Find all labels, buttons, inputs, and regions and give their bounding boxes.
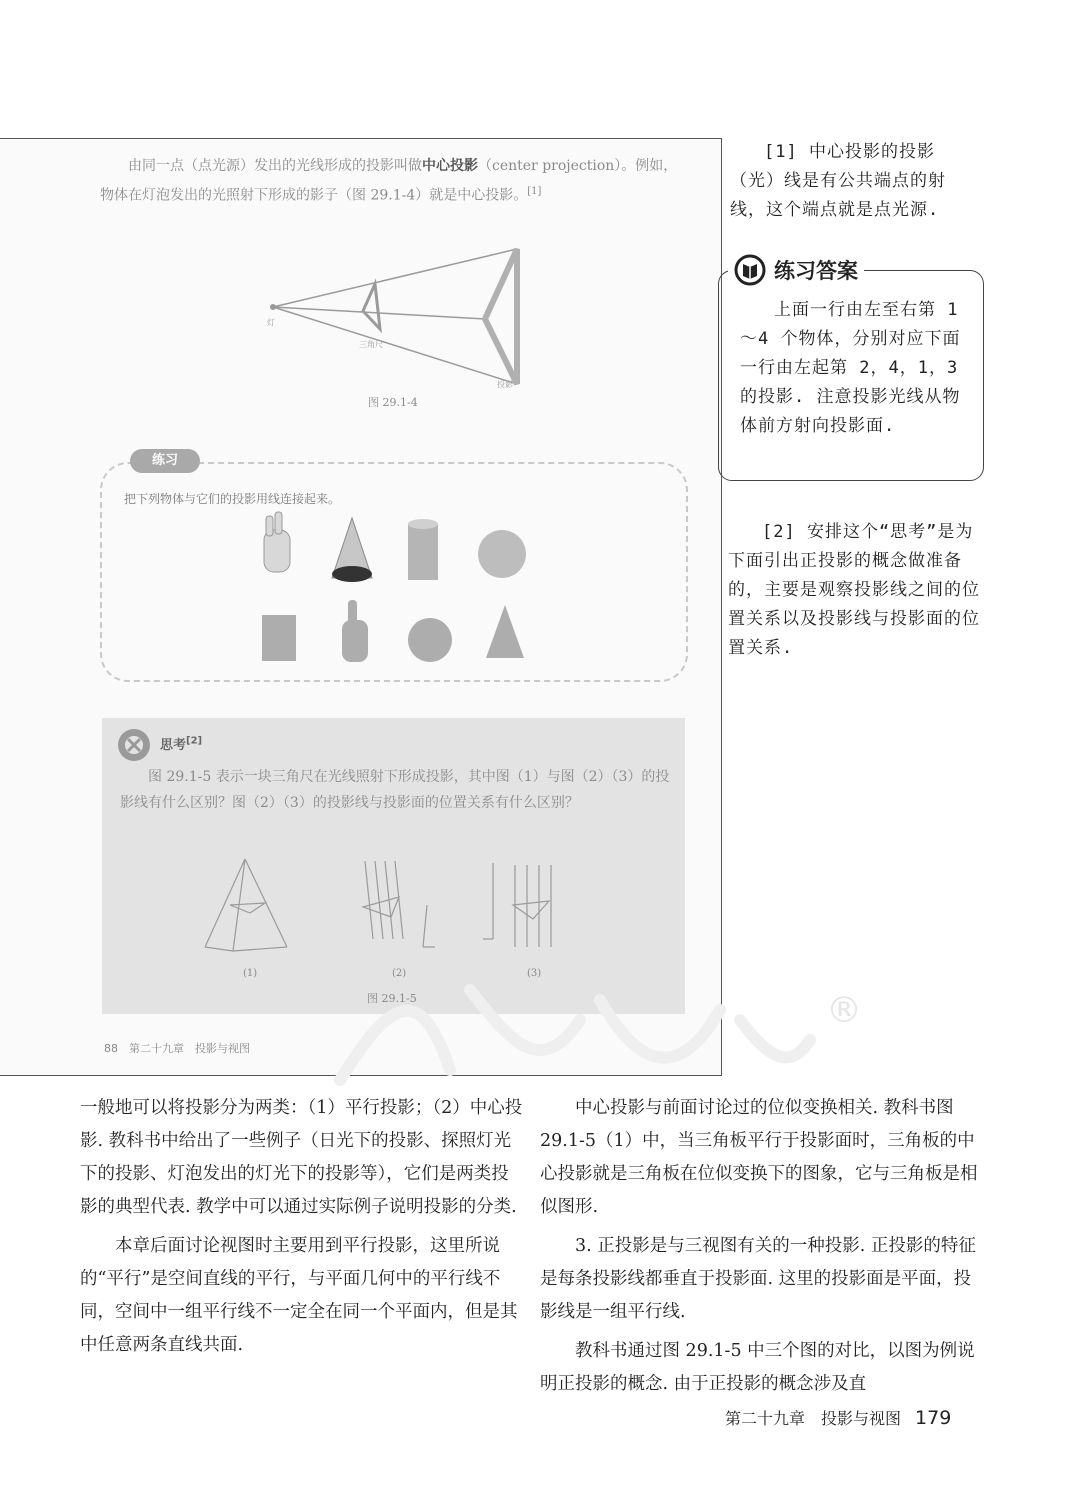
intro-paragraph	[100, 153, 690, 209]
think-title-text: 思考	[160, 738, 187, 753]
page-footer	[725, 1406, 951, 1429]
page-number: 179	[915, 1407, 952, 1429]
cylinder-object	[408, 519, 438, 580]
triangle-shadow	[486, 605, 524, 658]
body-column-right	[540, 1092, 980, 1407]
publisher-watermark	[300, 960, 820, 1100]
exercise-objects	[250, 510, 540, 670]
fig2-caption: 图 29.1-5	[367, 992, 417, 1005]
answer-title: 练习答案	[774, 259, 858, 283]
registered-mark: ®	[826, 990, 862, 1031]
point-light-source	[270, 304, 276, 310]
think-text: 图 29.1-5 表示一块三角尺在光线照射下形成投影，其中图（1）与图（2）（3）的投影线有什么区别？图（2）（3）的投影线与投影面的位置关系有什么区别？	[120, 769, 670, 811]
sphere-object	[478, 530, 526, 578]
body-right-paragraph-2: 3. 正投影是与三视图有关的一种投影. 正投影的特征是每条投影线都垂直于投影面. 这里的投影面是平面，投影线是一组平行线.	[540, 1236, 976, 1322]
think-sub-label-1: (1)	[243, 968, 258, 979]
body-left-paragraph-1: 一般地可以将投影分为两类：（1）平行投影；（2）中心投影. 教科书中给出了一些例子（日光下的投影、探照灯光下的投影、灯泡发出的灯光下的投影等），它们是两类投影的典型代表. 教学中可以通过实际例子说明投影的分类.	[80, 1098, 523, 1217]
exercise-instruction: 把下列物体与它们的投影用线连接起来。	[124, 492, 341, 506]
think-note-ref: [2]	[186, 735, 203, 747]
margin-note-2: [2] 安排这个“思考”是为下面引出正投影的概念做准备的，主要是观察投影线之间的位置关系以及投影线与投影面的位置关系.	[728, 522, 980, 658]
fig1-caption: 图 29.1-4	[368, 396, 418, 409]
answer-book-icon	[734, 254, 768, 286]
think-figures	[195, 855, 575, 955]
square-shadow	[262, 615, 296, 661]
think-icon	[116, 727, 152, 763]
body-right-paragraph-3: 教科书通过图 29.1-5 中三个图的对比，以图为例说明正投影的概念. 由于正投影的概念涉及直	[540, 1341, 975, 1394]
body-left-paragraph-2: 本章后面讨论视图时主要用到平行投影，这里所说的“平行”是空间直线的平行，与平面几何中的平行线不同，空间中一组平行线不一定全在同一个平面内，但是其中任意两条直线共面.	[80, 1236, 518, 1355]
body-column-left	[80, 1092, 525, 1368]
think-figure-1	[205, 859, 287, 951]
think-figure-2	[363, 861, 435, 947]
answer-text: 上面一行由左至右第 1～4 个物体，分别对应下面一行由左起第 2，4，1，3 的投影. 注意投影光线从物体前方射向投影面.	[740, 300, 961, 436]
footer-chapter-title: 第二十九章 投影与视图	[725, 1409, 902, 1428]
hand-gesture-object	[264, 512, 290, 572]
hand-shadow	[342, 600, 368, 662]
think-title	[160, 734, 202, 753]
answer-header	[728, 254, 864, 286]
central-projection-figure	[255, 239, 535, 399]
circle-shadow	[408, 618, 452, 662]
fig1-label-projection: 投影	[497, 380, 513, 389]
margin-note-1: [1] 中心投影的投影（光）线是有公共端点的射线，这个端点就是点光源.	[730, 142, 946, 220]
intro-text-a: 由同一点（点光源）发出的光线形成的投影叫做	[128, 158, 422, 174]
fig1-label-triangle: 三角尺	[359, 340, 383, 349]
body-right-paragraph-1: 中心投影与前面讨论过的位似变换相关. 教科书图 29.1-5（1）中，当三角板平行于投影面时，三角板的中心投影就是三角板在位似变换下的图象，它与三角板是相似图形.	[540, 1098, 978, 1217]
intro-text-b: （center projection）。例如，物体在灯泡发出的光照射下形成的影子（图 29.1-4）就是中心投影。	[100, 158, 678, 204]
think-sub-label-2: (2)	[392, 968, 407, 979]
think-figure-3	[483, 863, 551, 947]
exercise-tag: 练习	[130, 449, 200, 473]
think-sub-label-3: (3)	[527, 968, 542, 979]
cone-object	[332, 518, 372, 582]
inner-page-footer: 88 第二十九章 投影与视图	[104, 1042, 250, 1055]
intro-note-ref: [1]	[527, 186, 542, 197]
intro-term: 中心投影	[422, 158, 478, 174]
fig1-label-light: 灯	[267, 318, 275, 327]
